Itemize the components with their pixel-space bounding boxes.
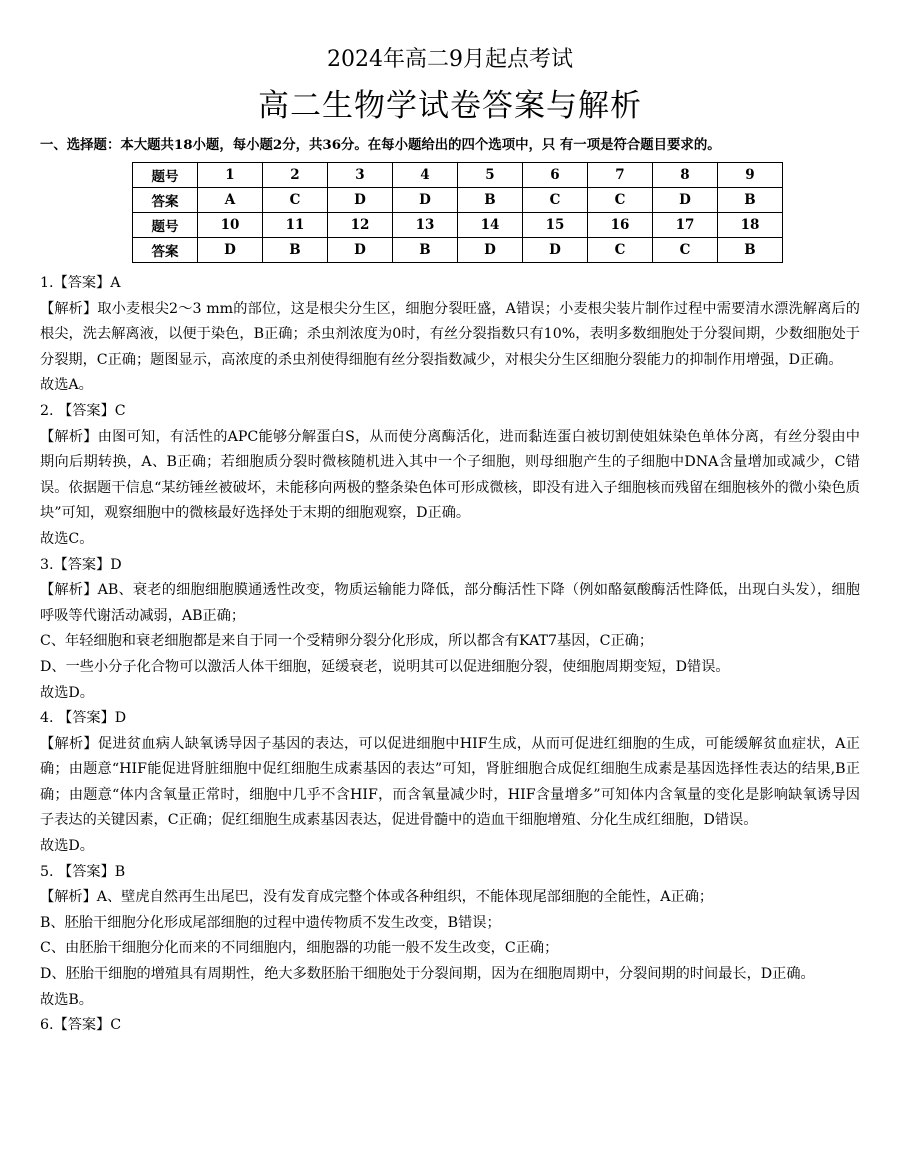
text-paragraph: 故选B。 [40,991,93,1008]
answer-table-row [133,238,783,263]
answer-table-row-label: 答案 [133,188,198,213]
answer-table-cell: B [718,238,783,263]
text-paragraph: 【解析】A、壁虎自然再生出尾巴，没有发育成完整个体或各种组织，不能体现尾部细胞的全能性，A正确； [40,889,714,906]
text-paragraph: C、年轻细胞和衰老细胞都是来自于同一个受精卵分裂分化形成，所以都含有KAT7基因，C正确； [40,633,654,650]
text-paragraph: 3.【答案】D [40,556,122,573]
section-heading: 一、选择题：本大题共18小题，每小题2分，共36分。在每小题给出的四个选项中，只 有一项是符合题目要求的。 [40,137,721,153]
answer-table-cell: D [198,238,263,263]
text-paragraph: 故选C。 [40,530,94,547]
answer-table-cell: D [523,238,588,263]
text-paragraph: D、胚胎干细胞的增殖具有周期性，绝大多数胚胎干细胞处于分裂间期，因为在细胞周期中，分裂间期的时间最长，D正确。 [40,966,815,983]
answer-table-cell: C [588,188,653,213]
answer-table-cell: C [588,238,653,263]
text-paragraph: D、一些小分子化合物可以激活人体干细胞，延缓衰老，说明其可以促进细胞分裂，使细胞周期变短，D错误。 [40,658,730,675]
answer-table-cell: 13 [393,213,458,238]
text-paragraph: 【解析】由图可知，有活性的APC能够分解蛋白S，从而使分离酶活化，进而黏连蛋白被切割使姐妹染色单体分离，有丝分裂由中期向后期转换，A、B正确；若细胞质分裂时微核随机进入其中一个子细胞，则母细胞产生的子细胞中DNA含量增加或减少，C错误。依据题干信息“某纺锤丝被破坏，未能移向两极的整条染色体可形成微核，即没有进入子细胞核而残留在细胞核外的微小染色质块”可知，观察细胞中的微核最好选择处于末期的细胞观察，D正确。 [40,428,860,522]
text-paragraph: 故选D。 [40,684,94,701]
answer-table-cell: 2 [263,163,328,188]
answer-table-cell: B [263,238,328,263]
answer-table-cell: 5 [458,163,523,188]
answer-table [132,162,783,263]
answer-table-cell: 16 [588,213,653,238]
answer-table-cell: 11 [263,213,328,238]
answer-table-cell: 14 [458,213,523,238]
text-paragraph: C、由胚胎干细胞分化而来的不同细胞内，细胞器的功能一般不发生改变，C正确； [40,940,559,957]
answer-table-cell: B [718,188,783,213]
answer-table-cell: 10 [198,213,263,238]
answer-table-cell: A [198,188,263,213]
answer-table-cell: 7 [588,163,653,188]
text-paragraph: 【解析】取小麦根尖2～3 mm的部位，这是根尖分生区，细胞分裂旺盛，A错误；小麦根尖装片制作过程中需要清水漂洗解离后的根尖，洗去解离液，以便于染色，B正确；杀虫剂浓度为0时，有丝分裂指数只有10%，表明多数细胞处于分裂间期，少数细胞处于分裂期，C正确；题图显示，高浓度的杀虫剂使得细胞有丝分裂指数减少，对根尖分生区细胞分裂能力的抑制作用增强，D正确。 [40,300,860,368]
answer-table-cell: 3 [328,163,393,188]
text-paragraph: 故选D。 [40,838,94,855]
answer-table-cell: D [328,238,393,263]
answer-table-cell: B [458,188,523,213]
answer-table-cell: C [653,238,718,263]
answer-table-cell: 1 [198,163,263,188]
text-paragraph: B、胚胎干细胞分化形成尾部细胞的过程中遗传物质不发生改变，B错误； [40,914,501,931]
answer-table-row [133,188,783,213]
answer-table-cell: 4 [393,163,458,188]
text-paragraph: 5. 【答案】B [40,863,126,880]
answer-table-cell: D [393,188,458,213]
answer-table-row-label: 题号 [133,213,198,238]
text-paragraph: 【解析】AB、衰老的细胞细胞膜通透性改变，物质运输能力降低，部分酶活性下降（例如酪氨酸酶活性降低，出现白头发），细胞呼吸等代谢活动减弱，AB正确； [40,582,860,624]
answer-table-cell: D [458,238,523,263]
answer-table-row-label: 题号 [133,163,198,188]
answer-table-row-label: 答案 [133,238,198,263]
explanation-body [40,271,860,1039]
exam-title: 2024年高二9月起点考试 [327,47,573,72]
answer-table-cell: C [263,188,328,213]
answer-table-cell: 18 [718,213,783,238]
answer-table-cell: 15 [523,213,588,238]
document-subtitle: 高二生物学试卷答案与解析 [258,88,642,124]
text-paragraph: 4. 【答案】D [40,710,127,727]
text-paragraph: 6.【答案】C [40,1017,122,1034]
answer-table-cell: C [523,188,588,213]
answer-table-cell: 8 [653,163,718,188]
answer-table-cell: 12 [328,213,393,238]
answer-table-cell: D [653,188,718,213]
answer-table-cell: D [328,188,393,213]
answer-table-cell: 17 [653,213,718,238]
text-paragraph: 【解析】促进贫血病人缺氧诱导因子基因的表达，可以促进细胞中HIF生成，从而可促进红细胞的生成，可能缓解贫血症状，A正确；由题意“HIF能促进肾脏细胞中促红细胞生成素基因的表达”可知，肾脏细胞合成促红细胞生成素是基因选择性表达的结果,B正确；由题意“体内含氧量正常时，细胞中几乎不含HIF，而含氧量减少时，HIF含量增多”可知体内含氧量的变化是影响缺氧诱导因子表达的关键因素，C正确；促红细胞生成素基因表达，促进骨髓中的造血干细胞增殖、分化生成红细胞，D错误。 [40,735,860,829]
text-paragraph: 1.【答案】A [40,275,121,291]
answer-table-row [133,213,783,238]
answer-table-cell: 9 [718,163,783,188]
answer-table-cell: B [393,238,458,263]
text-paragraph: 2. 【答案】C [40,402,126,419]
text-paragraph: 故选A。 [40,377,93,394]
answer-table-cell: 6 [523,163,588,188]
answer-table-row [133,163,783,188]
